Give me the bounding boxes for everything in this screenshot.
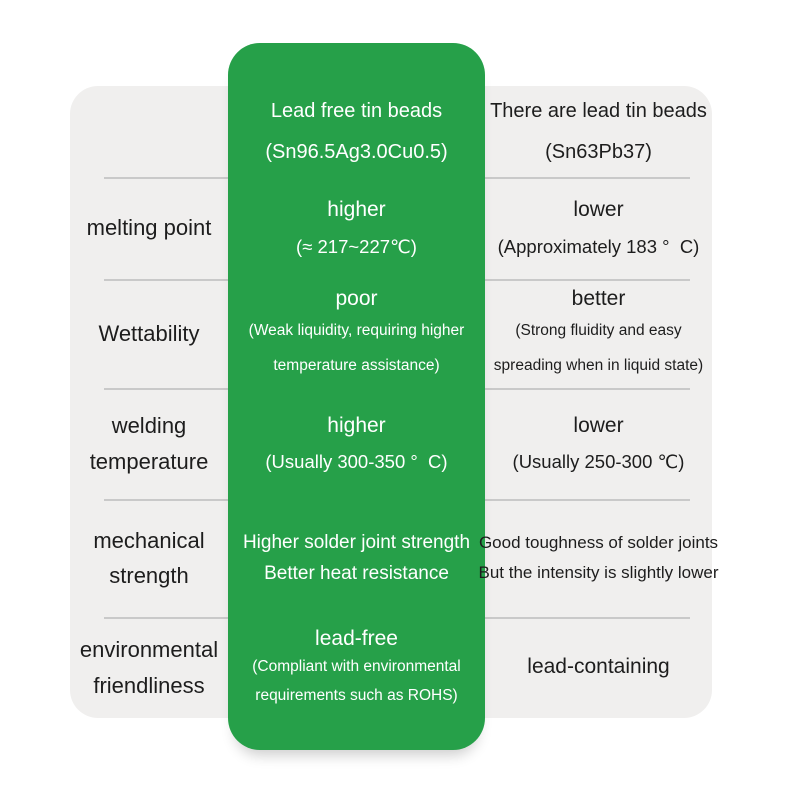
value-main: better [571,287,626,311]
value-line: Higher solder joint strength [242,531,471,553]
header-lead-free-alloy: (Sn96.5Ag3.0Cu0.5) [265,141,448,163]
header-leaded-alloy: (Sn63Pb37) [545,141,652,163]
wettability-leaded-cell [485,279,712,388]
value-detail: (≈ 217~227℃) [296,235,417,257]
header-leaded-title: There are lead tin beads [490,100,707,122]
value-detail: (Usually 300-350 ° C) [265,451,448,473]
value-line: Better heat resistance [264,563,449,584]
mechanical-strength-lead-free-cell [228,499,485,617]
value-detail: (Approximately 183 ° C) [497,235,700,257]
value-detail: (Usually 250-300 ℃) [512,451,685,473]
mechanical-strength-leaded-cell [478,499,719,617]
value-detail: temperature assistance) [273,356,440,374]
welding-temperature-leaded-cell [485,388,712,499]
header-lead-free-title: Lead free tin beads [270,100,443,122]
header-empty-cell [70,86,228,177]
value-main: lead-free [315,627,398,651]
value-line: But the intensity is slightly lower [478,563,719,582]
value-line: Good toughness of solder joints [478,532,719,552]
value-main: lower [573,198,624,222]
row-label-environmental-friendliness: environmental friendliness [79,637,219,698]
row-label-melting-point: melting point [86,215,212,241]
environmental-leaded-cell [485,617,712,718]
value-main: higher [327,413,386,437]
header-lead-free [228,86,485,177]
value-main: poor [335,287,378,311]
row-label-wettability: Wettability [98,320,200,346]
wettability-lead-free-cell [228,279,485,388]
row-label-mechanical-strength: mechanical strength [93,527,205,588]
value-main: lead-containing [527,655,670,679]
comparison-table [70,86,719,718]
value-detail: (Strong fluidity and easy [515,322,682,340]
value-main: higher [327,198,386,222]
environmental-lead-free-cell [228,617,485,718]
melting-point-lead-free-cell [228,177,485,279]
value-detail: spreading when in liquid state) [493,356,704,374]
row-label-welding-temperature: welding temperature [89,413,209,474]
value-detail: (Compliant with environmental [252,658,461,676]
melting-point-leaded-cell [485,177,712,279]
value-detail: (Weak liquidity, requiring higher [248,322,465,340]
welding-temperature-lead-free-cell [228,388,485,499]
value-detail: requirements such as ROHS) [255,686,458,704]
value-main: lower [573,413,624,437]
header-leaded [485,86,712,177]
